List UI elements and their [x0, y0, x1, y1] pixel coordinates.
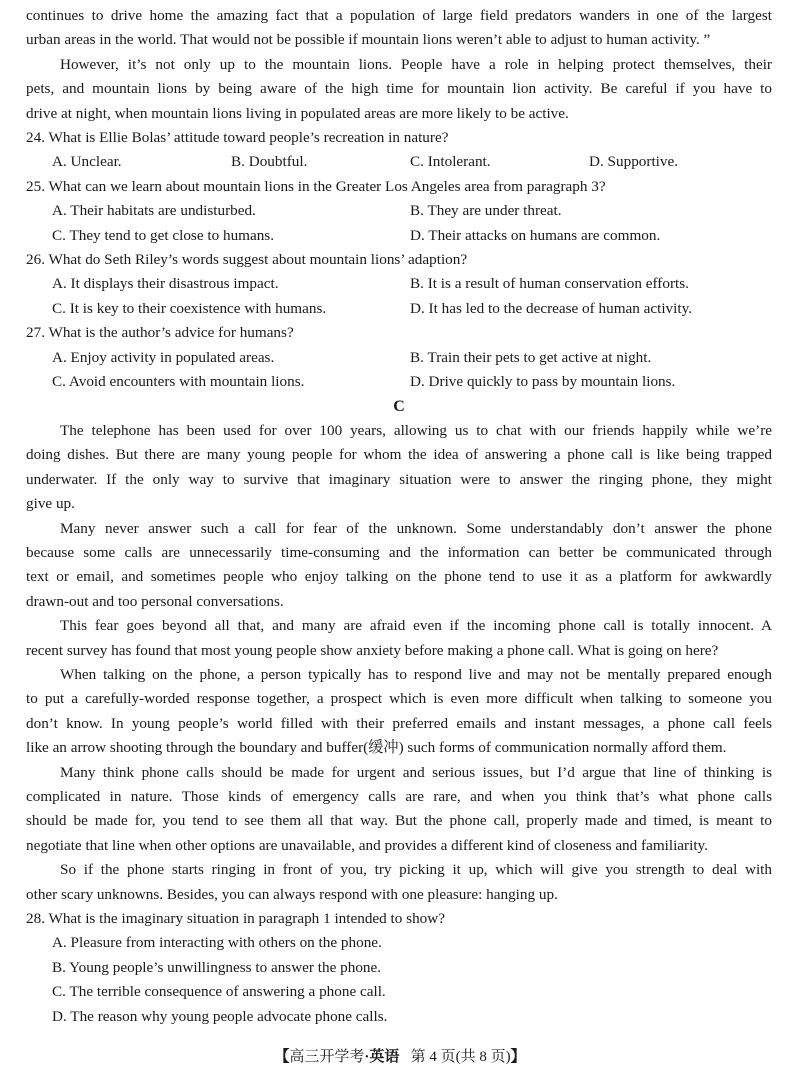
- text-line: should be made for, you tend to see them all that way. But the phone call, properly made and timed, is meant to: [26, 812, 772, 830]
- option-row: [26, 346, 772, 370]
- text-line: don’t know. In young people’s world filled with their preferred emails and instant messages, a phone call feels: [26, 714, 772, 732]
- option-d[interactable]: D. Supportive.: [589, 153, 679, 171]
- text-line: give up.: [26, 495, 75, 513]
- text-line: complicated in nature. Those kinds of emergency calls are rare, and when you think that’s what phone calls: [26, 788, 772, 805]
- footer-open-bracket: 【: [274, 1049, 290, 1065]
- paragraph: [26, 858, 772, 907]
- paragraph: [26, 761, 772, 859]
- section-heading: C: [393, 397, 405, 415]
- text-line: to put a carefully-worded response together, a prospect which is even more difficult when talking to someone you: [26, 690, 772, 708]
- option-b[interactable]: B. Train their pets to get active at night.: [410, 348, 652, 366]
- text-line: Many never answer such a call for fear of the unknown. Some understandably don’t answer the phone: [60, 519, 772, 537]
- passage-c: [26, 419, 772, 907]
- question-27: [26, 321, 772, 394]
- option-a[interactable]: A. It displays their disastrous impact.: [52, 275, 279, 293]
- option-row: [26, 199, 772, 223]
- option-c[interactable]: C. Avoid encounters with mountain lions.: [52, 373, 305, 391]
- paragraph: [26, 663, 772, 761]
- text-line: pets, and mountain lions by being aware of the high time for mountain lion activity. Be careful if you have to: [26, 80, 772, 98]
- text-line: negotiate that line when other options are unavailable, and provides a different kind of closeness and familiarity.: [26, 836, 708, 854]
- option-c[interactable]: C. The terrible consequence of answering a phone call.: [52, 983, 386, 1001]
- footer-exam-name: 高三开学考: [289, 1049, 365, 1065]
- text-line: text or email, and sometimes people who enjoy talking on the phone tend to use it as a platform for awkwardly: [26, 568, 772, 586]
- option-d[interactable]: D. Drive quickly to pass by mountain lions.: [410, 373, 676, 391]
- text-line: This fear goes beyond all that, and many are afraid even if the incoming phone call is totally innocent. A: [60, 617, 772, 635]
- option-b[interactable]: B. It is a result of human conservation efforts.: [410, 275, 689, 293]
- text-line: urban areas in the world. That would not be possible if mountain lions weren’t able to adjust to human activity. ”: [26, 31, 711, 49]
- option-c[interactable]: C. They tend to get close to humans.: [52, 226, 275, 244]
- exam-page: [26, 4, 772, 1029]
- option-row: [26, 272, 772, 296]
- text-line: because some calls are unnecessarily time-consuming and the information can better be communicated through: [26, 543, 772, 561]
- option-d[interactable]: D. Their attacks on humans are common.: [410, 226, 661, 244]
- footer-close-bracket: 】: [510, 1049, 526, 1065]
- option-row: [26, 224, 772, 248]
- text-line: continues to drive home the amazing fact that a population of large field predators wanders in one of the largest: [26, 7, 772, 24]
- footer-subject: 英语: [369, 1049, 400, 1065]
- option-c[interactable]: C. It is key to their coexistence with humans.: [52, 299, 327, 317]
- option-b[interactable]: B. Young people’s unwillingness to answer the phone.: [52, 958, 382, 976]
- paragraph: [26, 517, 772, 615]
- option-row: [26, 297, 772, 321]
- question-stem: 25. What can we learn about mountain lions in the Greater Los Angeles area from paragraph 3?: [26, 177, 606, 195]
- option-row: [26, 370, 772, 394]
- text-line: drawn-out and too personal conversations.: [26, 592, 284, 610]
- question-stem: 27. What is the author’s advice for humans?: [26, 324, 294, 342]
- text-line: The telephone has been used for over 100 years, allowing us to chat with our friends happily while we’re: [60, 421, 772, 439]
- text-line: So if the phone starts ringing in front of you, try picking it up, which will give you strength to deal with: [60, 861, 772, 879]
- footer-dot: ·: [364, 1049, 370, 1065]
- question-stem: 26. What do Seth Riley’s words suggest about mountain lions’ adaption?: [26, 251, 468, 269]
- page-footer: [0, 1047, 800, 1067]
- paragraph: [26, 419, 772, 517]
- question-25: [26, 175, 772, 248]
- paragraph: [26, 614, 772, 663]
- text-line: like an arrow shooting through the boundary and buffer(缓冲) such forms of communication normally afford them.: [26, 739, 727, 757]
- question-26: [26, 248, 772, 321]
- question-stem: 28. What is the imaginary situation in paragraph 1 intended to show?: [26, 910, 445, 928]
- option-d[interactable]: D. The reason why young people advocate phone calls.: [52, 1007, 388, 1025]
- option-a[interactable]: A. Pleasure from interacting with others on the phone.: [52, 934, 382, 952]
- question-24: [26, 126, 772, 175]
- text-line: However, it’s not only up to the mountain lions. People have a role in helping protect themselves, their: [60, 55, 772, 73]
- option-a[interactable]: A. Unclear.: [52, 153, 122, 171]
- text-line: underwater. If the only way to survive that imaginary situation were to answer the ringing phone, they might: [26, 470, 772, 488]
- option-a[interactable]: A. Enjoy activity in populated areas.: [52, 348, 275, 366]
- option-b[interactable]: B. Doubtful.: [231, 153, 308, 171]
- text-line: recent survey has found that most young people show anxiety before making a phone call. What is going on here?: [26, 641, 719, 659]
- passage-b-continuation: [26, 4, 772, 126]
- option-d[interactable]: D. It has led to the decrease of human activity.: [410, 299, 692, 317]
- question-28: [26, 907, 772, 1029]
- question-stem: 24. What is Ellie Bolas’ attitude toward people’s recreation in nature?: [26, 129, 449, 147]
- option-a[interactable]: A. Their habitats are undisturbed.: [52, 202, 256, 220]
- text-line: doing dishes. But there are many young people for whom the idea of answering a phone call is like being trapped: [26, 446, 772, 464]
- option-c[interactable]: C. Intolerant.: [410, 153, 491, 171]
- text-line: When talking on the phone, a person typically has to respond live and may not be mentally prepared enough: [60, 665, 772, 683]
- footer-page-info: 第 4 页(共 8 页): [410, 1049, 511, 1065]
- text-line: other scary unknowns. Besides, you can always respond with one pleasure: hanging up.: [26, 885, 558, 903]
- option-b[interactable]: B. They are under threat.: [410, 202, 562, 220]
- option-row: [26, 150, 772, 174]
- text-line: drive at night, when mountain lions living in populated areas are more likely to be active.: [26, 104, 569, 122]
- text-line: Many think phone calls should be made for urgent and serious issues, but I’d argue that line of thinking is: [60, 763, 772, 781]
